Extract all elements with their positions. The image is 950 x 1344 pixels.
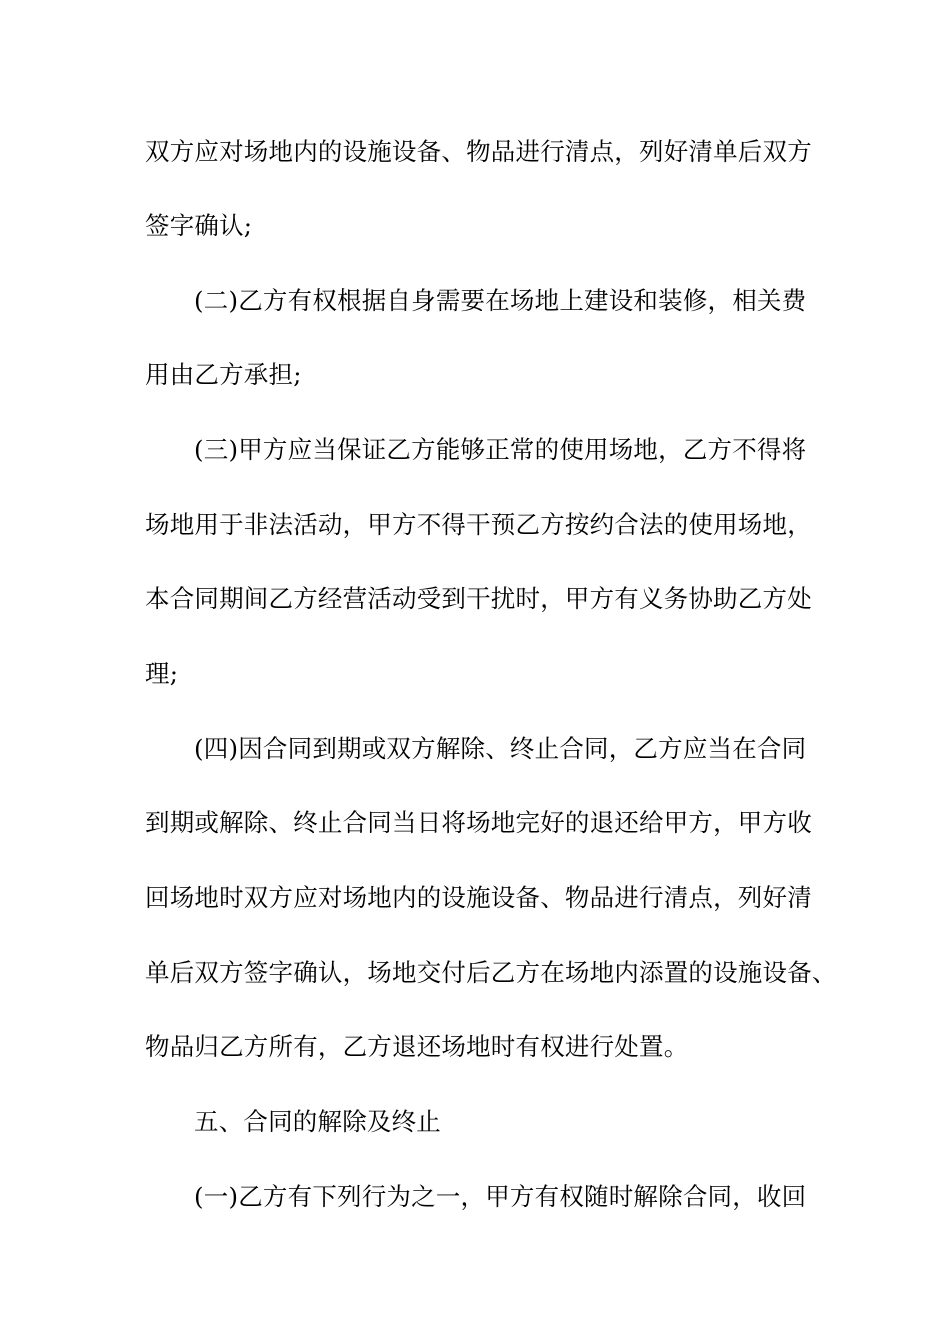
text-line: 到期或解除、终止合同当日将场地完好的退还给甲方，甲方收	[145, 808, 812, 837]
text-line: 单后双方签字确认，场地交付后乙方在场地内添置的设施设备、	[145, 958, 837, 987]
paragraph-line-4: (四)因合同到期或双方解除、终止合同，乙方应当在合同	[194, 734, 807, 763]
paragraph-line-2: (二)乙方有权根据自身需要在场地上建设和装修，相关费	[194, 286, 807, 315]
text-line: 用由乙方承担;	[145, 360, 302, 389]
text-line: 理;	[145, 659, 179, 688]
text-line: 本合同期间乙方经营活动受到干扰时，甲方有义务协助乙方处	[145, 584, 812, 613]
text-line: 场地用于非法活动，甲方不得干预乙方按约合法的使用场地，	[145, 510, 812, 539]
paragraph-line-5: (一)乙方有下列行为之一，甲方有权随时解除合同，收回	[194, 1182, 807, 1211]
text-line: 物品归乙方所有，乙方退还场地时有权进行处置。	[145, 1032, 689, 1061]
text-line: 签字确认;	[145, 211, 253, 240]
text-line: 回场地时双方应对场地内的设施设备、物品进行清点，列好清	[145, 883, 812, 912]
section-heading: 五、合同的解除及终止	[194, 1107, 441, 1136]
text-line: 双方应对场地内的设施设备、物品进行清点，列好清单后双方	[145, 137, 812, 166]
paragraph-line-3: (三)甲方应当保证乙方能够正常的使用场地，乙方不得将	[194, 435, 807, 464]
